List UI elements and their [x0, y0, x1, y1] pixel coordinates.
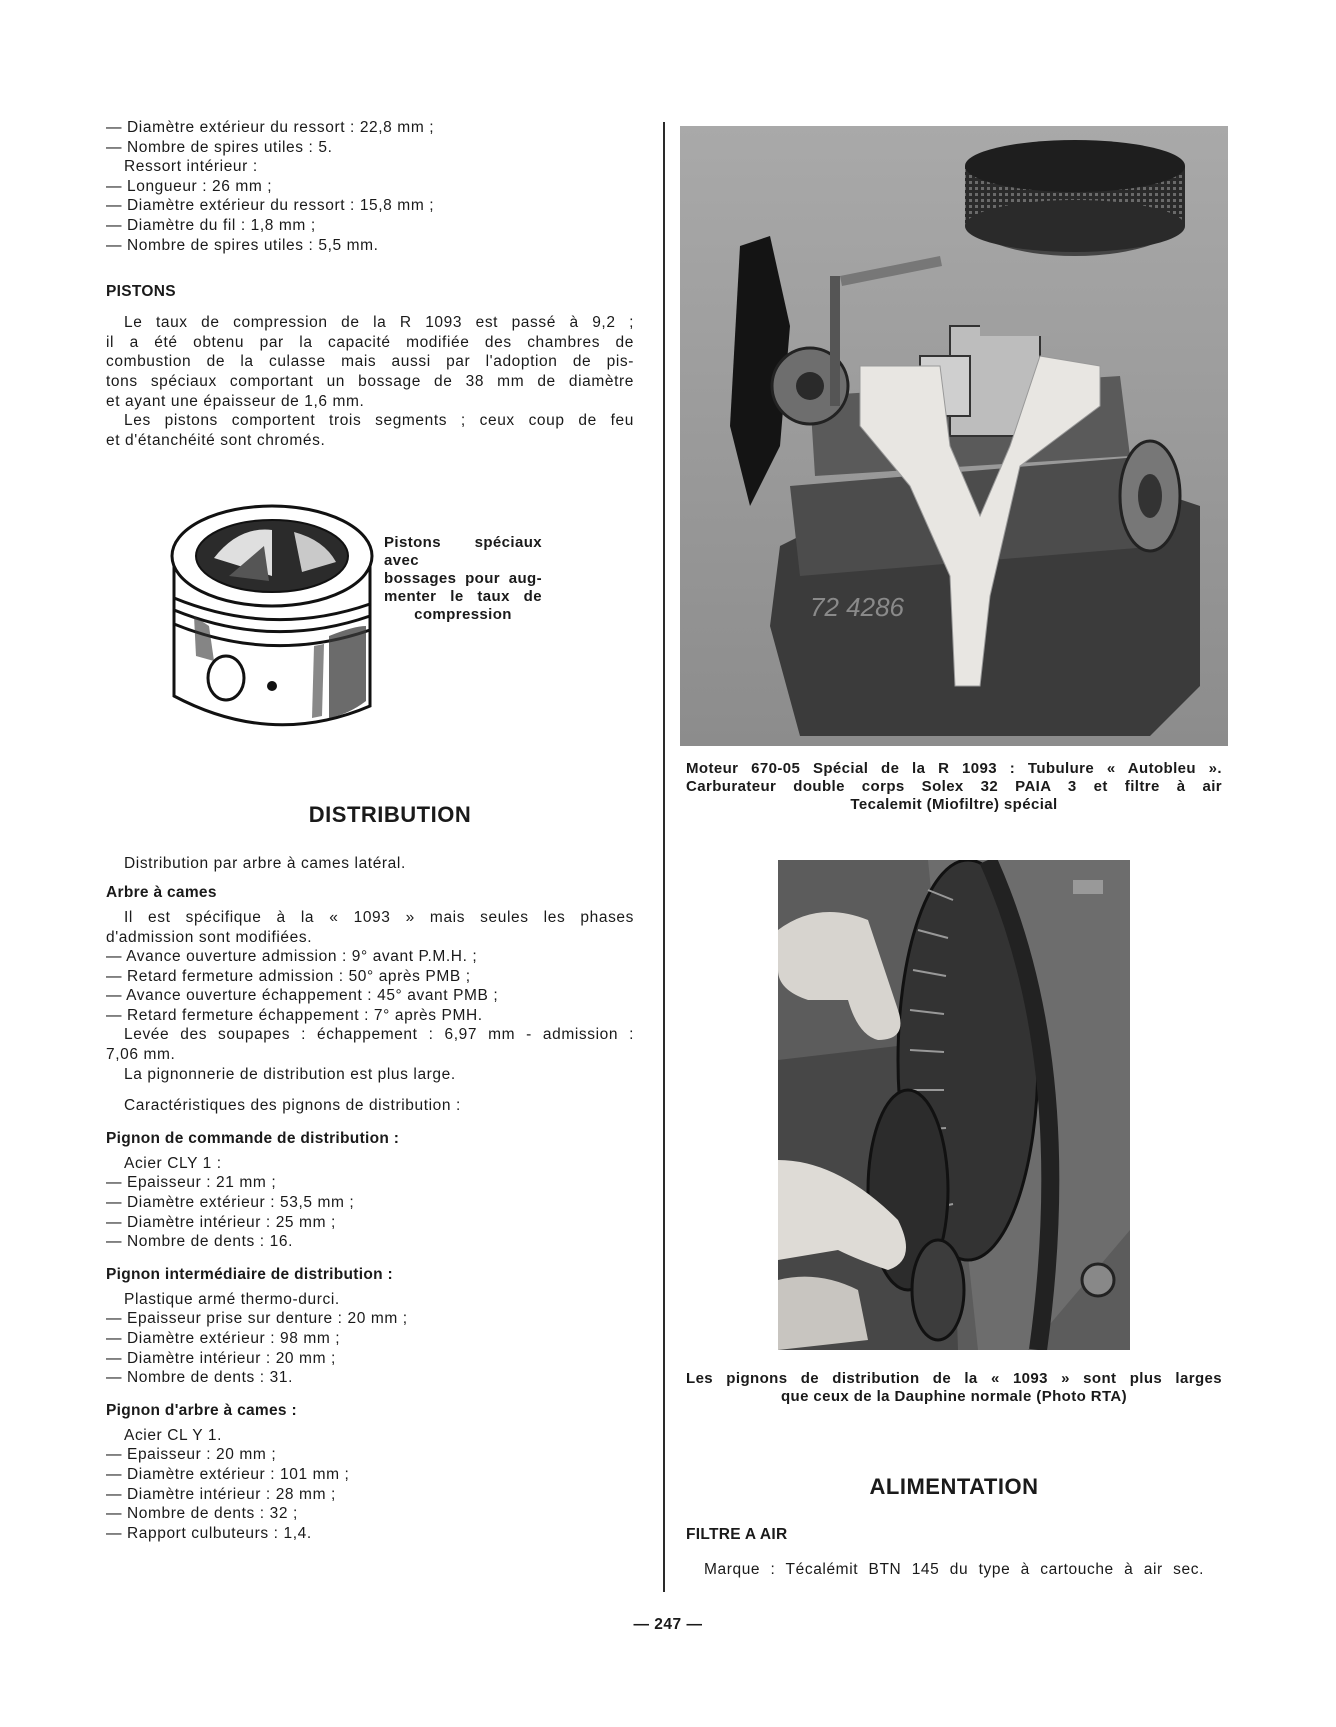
spec-line: — Avance ouverture admission : 9° avant P.M.H. ;: [106, 948, 478, 966]
paragraph-line: Le taux de compression de la R 1093 est passé à 9,2 ;: [124, 314, 634, 332]
spec-line: — Retard fermeture admission : 50° après PMB ;: [106, 967, 471, 985]
gears-image: [778, 860, 1130, 1350]
paragraph-line: Il est spécifique à la « 1093 » mais seules les phases: [124, 908, 634, 926]
spec-line: — Diamètre extérieur : 101 mm ;: [106, 1465, 350, 1483]
spec-line: — Epaisseur : 20 mm ;: [106, 1446, 277, 1464]
piston-illustration: [154, 486, 404, 756]
spec-line: — Nombre de spires utiles : 5,5 mm.: [106, 236, 379, 254]
paragraph-line: et d'étanchéité sont chromés.: [106, 431, 326, 449]
spec-line: Acier CL Y 1.: [124, 1426, 222, 1444]
intermediate-gear-heading: Pignon intermédiaire de distribution :: [106, 1265, 393, 1283]
camshaft-specs: [106, 908, 634, 1084]
paragraph-line: tons spéciaux comportant un bossage de 38 mm de diamètre: [106, 372, 634, 390]
spec-line: — Nombre de dents : 31.: [106, 1369, 293, 1387]
spec-line: — Diamètre extérieur : 98 mm ;: [106, 1330, 341, 1347]
distribution-heading: DISTRIBUTION: [308, 802, 472, 828]
distribution-intro: Distribution par arbre à cames latéral.: [124, 855, 406, 873]
left-column: [106, 118, 634, 1543]
camshaft-heading: Arbre à cames: [106, 883, 217, 901]
piston-figure: [106, 480, 634, 780]
paragraph-line: il a été obtenu par la capacité modifiée des chambres de: [106, 333, 634, 351]
spec-line: Ressort intérieur :: [124, 158, 258, 176]
engine-caption: [686, 760, 1222, 814]
spec-line: — Diamètre du fil : 1,8 mm ;: [106, 216, 316, 234]
paragraph-line: 7,06 mm.: [106, 1046, 176, 1064]
air-filter-heading: FILTRE A AIR: [686, 1526, 788, 1543]
paragraph-line: combustion de la culasse mais aussi par l'adoption de pis-: [106, 353, 634, 371]
caption-line: Moteur 670-05 Spécial de la R 1093 : Tubulure « Autobleu ».: [686, 760, 1222, 777]
caption-line: Carburateur double corps Solex 32 PAIA 3 et filtre à air: [686, 778, 1222, 795]
spec-line: Acier CLY 1 :: [124, 1154, 222, 1172]
caption-line: que ceux de la Dauphine normale (Photo RTA): [780, 1388, 1128, 1405]
pistons-paragraph: [106, 313, 634, 450]
gears-photo: [778, 860, 1130, 1350]
spec-line: — Diamètre extérieur : 53,5 mm ;: [106, 1194, 355, 1212]
gears-intro: Caractéristiques des pignons de distribution :: [124, 1097, 461, 1115]
engine-number: 72 4286: [810, 592, 904, 622]
caption-line: bossages pour aug-: [384, 570, 542, 588]
spec-line: — Diamètre intérieur : 28 mm ;: [106, 1485, 336, 1503]
caption-line: Les pignons de distribution de la « 1093 » sont plus larges: [686, 1370, 1222, 1387]
pistons-heading: PISTONS: [106, 283, 176, 301]
springs-spec-list: [106, 118, 634, 255]
caption-line: Tecalemit (Miofiltre) spécial: [850, 796, 1058, 813]
spec-line: — Rapport culbuteurs : 1,4.: [106, 1524, 312, 1542]
spec-line: — Avance ouverture échappement : 45° avant PMB ;: [106, 987, 499, 1005]
gears-caption: [686, 1370, 1222, 1406]
spec-line: — Epaisseur : 21 mm ;: [106, 1174, 277, 1192]
spec-line: — Nombre de dents : 16.: [106, 1233, 293, 1251]
intermediate-gear-specs: [106, 1290, 634, 1388]
spec-line: Plastique armé thermo-durci.: [124, 1290, 340, 1308]
spec-line: — Longueur : 26 mm ;: [106, 177, 273, 195]
engine-photo: [680, 126, 1228, 746]
column-divider: [663, 122, 665, 1592]
paragraph-line: La pignonnerie de distribution est plus large.: [124, 1065, 456, 1083]
page-number: — 247 —: [633, 1616, 703, 1633]
spec-line: — Diamètre extérieur du ressort : 22,8 mm ;: [106, 119, 435, 136]
air-filter-text: Marque : Técalémit BTN 145 du type à cartouche à air sec.: [704, 1561, 1204, 1578]
camshaft-gear-specs: [106, 1426, 634, 1544]
spec-line: — Nombre de dents : 32 ;: [106, 1505, 298, 1523]
engine-image: [680, 126, 1228, 746]
spec-line: — Epaisseur prise sur denture : 20 mm ;: [106, 1310, 408, 1328]
alimentation-heading: ALIMENTATION: [869, 1474, 1039, 1499]
spec-line: — Diamètre intérieur : 20 mm ;: [106, 1349, 336, 1367]
caption-line: menter le taux de: [384, 588, 542, 606]
paragraph-line: et ayant une épaisseur de 1,6 mm.: [106, 392, 365, 410]
spec-line: — Nombre de spires utiles : 5.: [106, 138, 333, 156]
drive-gear-heading: Pignon de commande de distribution :: [106, 1129, 400, 1147]
paragraph-line: Levée des soupapes : échappement : 6,97 mm - admission :: [124, 1026, 634, 1044]
spec-line: — Diamètre extérieur du ressort : 15,8 mm ;: [106, 197, 435, 215]
paragraph-line: Les pistons comportent trois segments ; ceux coup de feu: [124, 412, 634, 430]
spec-line: — Diamètre intérieur : 25 mm ;: [106, 1213, 336, 1231]
spec-line: — Retard fermeture échappement : 7° après PMH.: [106, 1006, 483, 1024]
drive-gear-specs: [106, 1154, 634, 1252]
caption-line: compression: [414, 606, 512, 624]
caption-line: Pistons spéciaux avec: [384, 534, 542, 570]
paragraph-line: d'admission sont modifiées.: [106, 928, 313, 946]
piston-caption: [384, 534, 542, 624]
camshaft-gear-heading: Pignon d'arbre à cames :: [106, 1401, 297, 1419]
